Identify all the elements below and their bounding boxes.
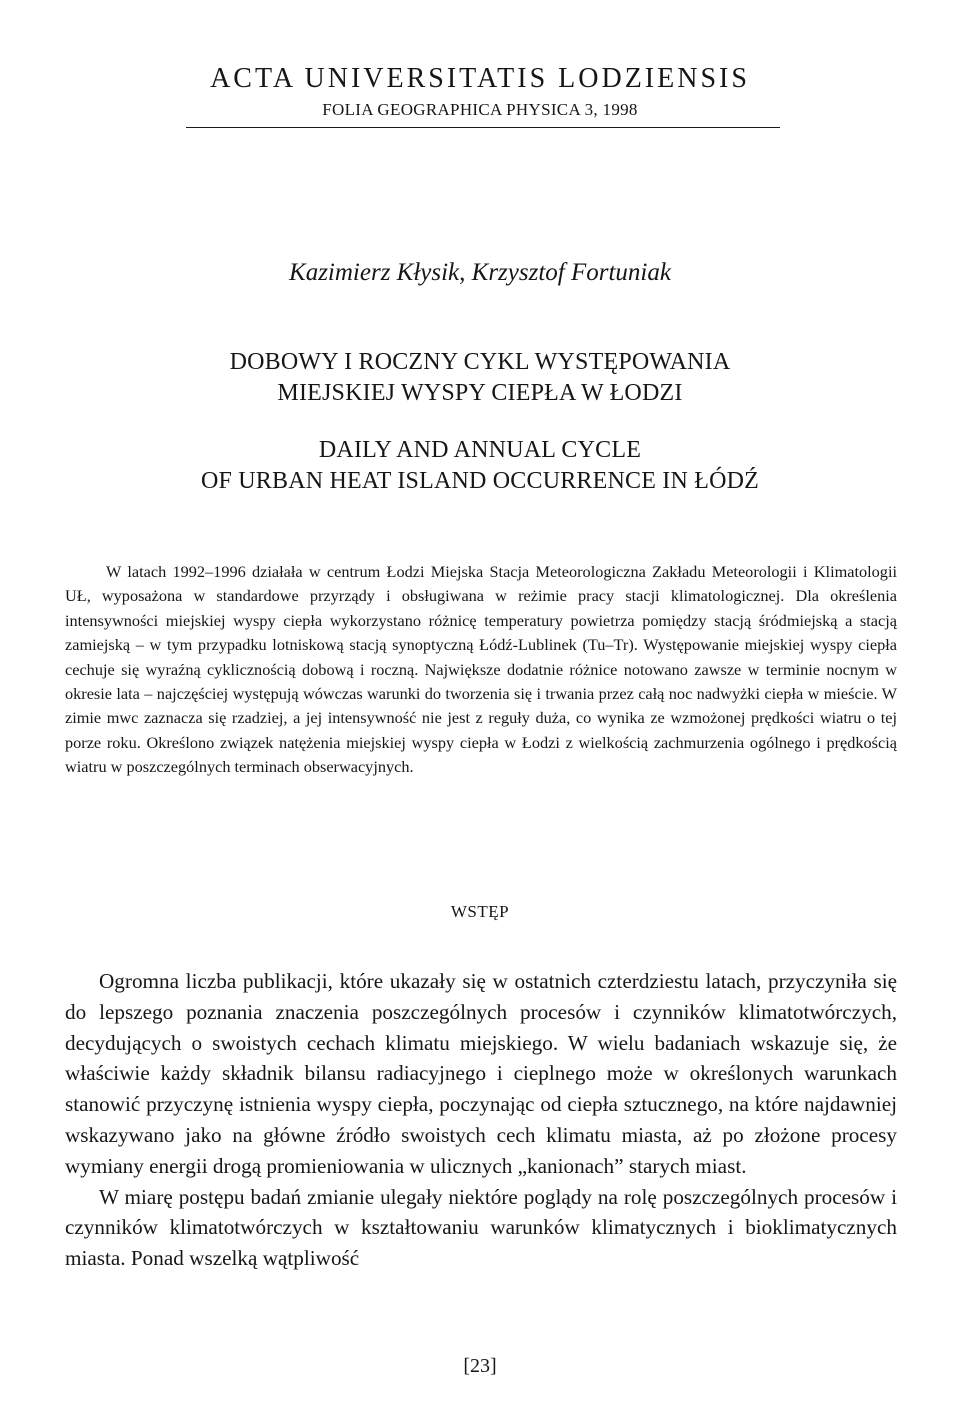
title-polish xyxy=(0,347,960,409)
section-heading: WSTĘP xyxy=(450,902,510,921)
body-paragraph-2: W miarę postępu badań zmianie ulegały niektóre poglądy na rolę poszczególnych procesów i czynników klimatotwórczych w kształtowaniu warunków klimatycznych i bioklimatycznych miasta. Ponad wszelką wątpliwość xyxy=(65,1184,897,1271)
journal-series: FOLIA GEOGRAPHICA PHYSICA 3, 1998 xyxy=(322,100,638,119)
header-divider xyxy=(186,127,780,128)
abstract: W latach 1992–1996 działała w centrum Łodzi Miejska Stacja Meteorologiczna Zakładu Meteorologii i Klimatologii UŁ, wyposażona w standardowe przyrządy i obsługiwana w reżimie pracy stacji klimatologicznej. Dla określenia intensywności miejskiej wyspy ciepła wykorzystano różnicę temperatury powietrza pomiędzy stacją śródmiejską a stacją zamiejską – w tym przypadku lotniskową stacją synoptyczną Łódź-Lublinek (Tu–Tr). Występowanie miejskiej wyspy ciepła cechuje się wyraźną cyklicznością dobową i roczną. Największe dodatnie różnice notowano zawsze w terminie nocnym w okresie lata – najczęściej występują wówczas warunki do tworzenia się i trwania przez całą noc nadwyżki ciepła w mieście. W zimie mwc zaznacza się rzadziej, a jej intensywność nie jest z reguły duża, co wynika ze wzmożonej prędkości wiatru o tej porze roku. Określono związek natężenia miejskiej wyspy ciepła w Łodzi z wielkością zachmurzenia ogólnego i prędkością wiatru w poszczególnych terminach obserwacyjnych. xyxy=(65,562,897,777)
title-polish-line-1: DOBOWY I ROCZNY CYKL WYSTĘPOWANIA xyxy=(229,349,731,375)
title-polish-line-2: MIEJSKIEJ WYSPY CIEPŁA W ŁODZI xyxy=(277,380,683,406)
body-text xyxy=(65,966,897,1274)
title-english-line-1: DAILY AND ANNUAL CYCLE xyxy=(318,437,642,463)
title-english xyxy=(0,435,960,497)
title-english-line-2: OF URBAN HEAT ISLAND OCCURRENCE IN ŁÓDŹ xyxy=(200,468,760,494)
authors: Kazimierz Kłysik, Krzysztof Fortuniak xyxy=(289,259,671,286)
page-number: [23] xyxy=(463,1355,497,1377)
journal-name: ACTA UNIVERSITATIS LODZIENSIS xyxy=(210,63,750,94)
body-paragraph-1: Ogromna liczba publikacji, które ukazały się w ostatnich czterdziestu latach, przyczyniła się do lepszego poznania znaczenia poszczególnych procesów i czynników klimatotwórczych, decydujących o swoistych cechach klimatu miejskiego. W wielu badaniach wskazuje się, że właściwie każdy składnik bilansu radiacyjnego i cieplnego może w określonych warunkach stanowić przyczynę istnienia wyspy ciepła, poczynając od ciepła sztucznego, na które najdawniej wskazywano jako na główne źródło swoistych cech klimatu miasta, aż po złożone procesy wymiany energii drogą promieniowania w ulicznych „kanionach” starych miast. xyxy=(65,969,897,1178)
